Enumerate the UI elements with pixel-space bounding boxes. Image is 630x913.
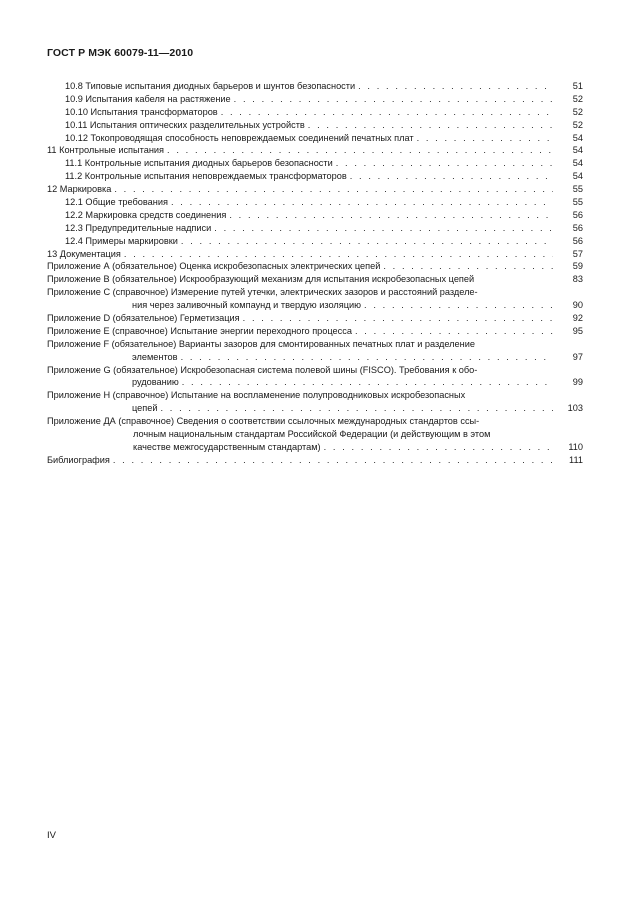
document-header: ГОСТ Р МЭК 60079-11—2010 — [47, 47, 194, 59]
toc-entry-title: Приложение G (обязательное) Искробезопасная система полевой шины (FISCO). Требования к обо- — [47, 365, 480, 375]
toc-entry-page: 55 — [553, 196, 583, 209]
toc-entry[interactable] — [47, 273, 583, 286]
dot-leader — [167, 144, 553, 157]
toc-entry[interactable] — [47, 222, 583, 235]
toc-entry-title: 12.3 Предупредительные надписи — [65, 222, 214, 235]
toc-entry-page: 110 — [553, 441, 583, 454]
dot-leader — [234, 93, 553, 106]
toc-entry-title: 12 Маркировка — [47, 183, 114, 196]
toc-entry-title: Библиография — [47, 454, 113, 467]
toc-entry-title: 10.10 Испытания трансформаторов — [65, 106, 221, 119]
toc-entry-page: 56 — [553, 209, 583, 222]
toc-entry-page: 59 — [553, 260, 583, 273]
toc-entry-title: 10.8 Типовые испытания диодных барьеров и шунтов безопасности — [65, 80, 358, 93]
toc-entry[interactable] — [47, 170, 583, 183]
dot-leader — [114, 183, 553, 196]
dot-leader — [161, 402, 554, 415]
toc-entry-title: 11.2 Контрольные испытания неповреждаемых трансформаторов — [65, 170, 350, 183]
toc-entry-title: качестве межгосударственным стандартам) — [133, 441, 324, 454]
dot-leader — [181, 235, 553, 248]
dot-leader — [383, 260, 553, 273]
toc-entry[interactable] — [47, 299, 583, 312]
toc-entry-page: 55 — [553, 183, 583, 196]
toc-entry-title: 10.11 Испытания оптических разделительных устройств — [65, 119, 308, 132]
dot-leader — [336, 157, 553, 170]
toc-entry[interactable] — [47, 402, 583, 415]
toc-entry-title: 12.4 Примеры маркировки — [65, 235, 181, 248]
toc-entry-page: 54 — [553, 157, 583, 170]
page-number: IV — [47, 830, 56, 841]
toc-entry[interactable] — [47, 351, 583, 364]
toc-entry-title: 10.9 Испытания кабеля на растяжение — [65, 93, 234, 106]
toc-entry-page: 56 — [553, 222, 583, 235]
toc-entry-page: 56 — [553, 235, 583, 248]
toc-entry-title: элементов — [132, 351, 181, 364]
toc-entry[interactable] — [47, 389, 583, 402]
dot-leader — [113, 454, 553, 467]
toc-entry[interactable] — [47, 428, 583, 441]
dot-leader — [350, 170, 553, 183]
toc-entry-title: Приложение Е (справочное) Испытание энергии переходного процесса — [47, 325, 355, 338]
toc-entry[interactable] — [47, 325, 583, 338]
toc-entry-title: ния через заливочный компаунд и твердую изоляцию — [132, 299, 364, 312]
toc-entry-page: 57 — [553, 248, 583, 261]
dot-leader — [364, 299, 553, 312]
toc-entry[interactable] — [47, 286, 583, 299]
dot-leader — [221, 106, 553, 119]
toc-entry-page: 111 — [553, 454, 583, 467]
toc-entry[interactable] — [47, 183, 583, 196]
toc-entry[interactable] — [47, 312, 583, 325]
toc-entry-title: цепей — [132, 402, 161, 415]
toc-entry-title: лочным национальным стандартам Российской Федерации (и действующим в этом — [133, 429, 493, 439]
toc-entry-title: 11.1 Контрольные испытания диодных барьеров безопасности — [65, 157, 336, 170]
toc-entry-title: Приложение Н (справочное) Испытание на воспламенение полупроводниковых искробезопасных — [47, 390, 468, 400]
toc-entry-title: Приложение ДА (справочное) Сведения о соответствии ссылочных международных стандартов ссы- — [47, 416, 482, 426]
toc-entry[interactable] — [47, 338, 583, 351]
toc-entry-title: Приложение С (справочное) Измерение путей утечки, электрических зазоров и расстояний разделе- — [47, 287, 481, 297]
toc-entry-title: 12.2 Маркировка средств соединения — [65, 209, 229, 222]
toc-entry[interactable] — [47, 157, 583, 170]
toc-entry[interactable] — [47, 248, 583, 261]
toc-entry-page: 103 — [553, 402, 583, 415]
toc-entry-page: 52 — [553, 106, 583, 119]
toc-entry[interactable] — [47, 106, 583, 119]
dot-leader — [324, 441, 553, 454]
toc-entry-title: 12.1 Общие требования — [65, 196, 171, 209]
toc-entry-page: 54 — [553, 144, 583, 157]
toc-entry-title: Приложение А (обязательное) Оценка искробезопасных электрических цепей — [47, 260, 383, 273]
toc-entry-page: 97 — [553, 351, 583, 364]
toc-entry-page: 92 — [553, 312, 583, 325]
toc-entry-page: 52 — [553, 93, 583, 106]
toc-entry[interactable] — [47, 196, 583, 209]
toc-entry[interactable] — [47, 144, 583, 157]
toc-entry[interactable] — [47, 364, 583, 377]
toc-entry-page: 83 — [553, 273, 583, 286]
dot-leader — [182, 376, 553, 389]
toc-entry[interactable] — [47, 235, 583, 248]
toc-entry-title: Приложение F (обязательное) Варианты зазоров для смонтированных печатных плат и разделение — [47, 339, 478, 349]
toc-entry-page: 95 — [553, 325, 583, 338]
toc-entry[interactable] — [47, 80, 583, 93]
toc-entry[interactable] — [47, 132, 583, 145]
toc-entry-title: Приложение D (обязательное) Герметизация — [47, 312, 243, 325]
toc-entry-title: 13 Документация — [47, 248, 124, 261]
toc-entry-page: 99 — [553, 376, 583, 389]
toc-entry-page: 51 — [553, 80, 583, 93]
toc-entry[interactable] — [47, 415, 583, 428]
toc-entry[interactable] — [47, 93, 583, 106]
dot-leader — [214, 222, 553, 235]
dot-leader — [417, 132, 553, 145]
dot-leader — [181, 351, 553, 364]
toc-entry[interactable] — [47, 376, 583, 389]
toc-entry-page: 54 — [553, 132, 583, 145]
dot-leader — [243, 312, 553, 325]
toc-entry[interactable] — [47, 209, 583, 222]
toc-entry-title: Приложение В (обязательное) Искрообразующий механизм для испытания искробезопасных цепей — [47, 273, 477, 286]
toc-entry[interactable] — [47, 119, 583, 132]
toc-entry-page: 52 — [553, 119, 583, 132]
toc-entry-title: 10.12 Токопроводящая способность неповреждаемых соединений печатных плат — [65, 132, 417, 145]
table-of-contents — [47, 80, 583, 467]
toc-entry-title: 11 Контрольные испытания — [47, 144, 167, 157]
dot-leader — [355, 325, 553, 338]
dot-leader — [124, 248, 553, 261]
dot-leader — [308, 119, 553, 132]
toc-entry[interactable] — [47, 441, 583, 454]
toc-entry[interactable] — [47, 454, 583, 467]
toc-entry-page: 54 — [553, 170, 583, 183]
toc-entry[interactable] — [47, 260, 583, 273]
dot-leader — [229, 209, 553, 222]
dot-leader — [171, 196, 553, 209]
dot-leader — [358, 80, 553, 93]
toc-entry-title: рудованию — [132, 376, 182, 389]
toc-entry-page: 90 — [553, 299, 583, 312]
